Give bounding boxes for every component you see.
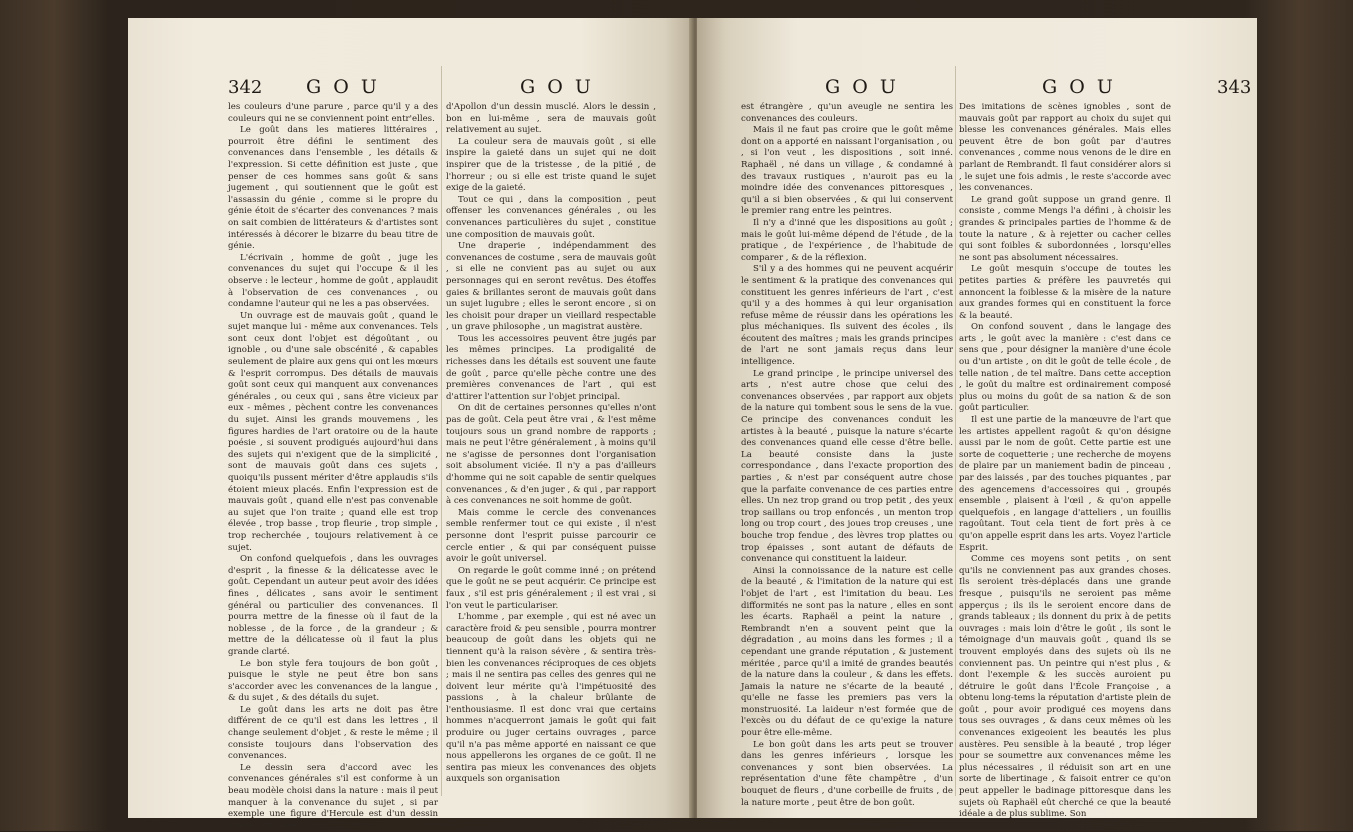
paragraph: Le bon goût dans les arts peut se trouver dans les genres inférieurs , lorsque les convenances y sont bien observées. La représentation d'une fête champêtre , d'un bouquet de fleurs , d'une corbeille de fruits , de la nature morte , peut être de bon goût. — [741, 739, 953, 808]
right-page-column-1 — [741, 102, 953, 808]
paragraph: Le goût dans les matieres littéraires , pourroit être défini le sentiment des convenances dans l'ensemble , les détails & l'expression. Si cette définition est juste , que penser de ces hommes sans goût & sans jugement , qui soutiennent que le goût est l'assassin du génie , comme si le propre du génie étoit de s'écarter des convenances ? mais on sait combien de littérateurs & d'artistes sont intéressés à décorer le bizarre du beau titre de génie. — [228, 125, 438, 252]
left-page — [128, 18, 693, 831]
left-page-column-1 — [228, 102, 438, 831]
paragraph: Mais il ne faut pas croire que le goût même dont on a apporté en naissant l'organisation , ou , si l'on veut , les dispositions , soit inné. Raphaël , né dans un village , & condamné à des travaux rustiques , n'auroit pas eu la moindre idée des convenances pittoresques , qu'il a si bien observées , & qui lui conservent le premier rang entre les peintres. — [741, 125, 953, 217]
paragraph: Le bon style fera toujours de bon goût , puisque le style ne peut être bon sans s'accorder avec les convenances de la langue , & du sujet , & des détails du sujet. — [228, 658, 438, 704]
paragraph: Le dessin sera d'accord avec les convenances générales s'il est conforme à un beau modèle choisi dans la nature : mais il peut manquer à la convenance du sujet , si par exemple une figure d'Hercule est d'un dessin svelte , ou celle — [228, 762, 438, 831]
paragraph: les couleurs d'une parure , parce qu'il y a des couleurs qui ne se conviennent point entr'elles. — [228, 102, 438, 124]
paragraph: d'Apollon d'un dessin musclé. Alors le dessin , bon en lui-même , sera de mauvais goût relativement au sujet. — [446, 102, 656, 136]
paragraph: Tout ce qui , dans la composition , peut offenser les convenances générales , ou les convenances particulières du sujet , constitue une composition de mauvais goût. — [446, 194, 656, 240]
column-divider — [955, 66, 956, 796]
paragraph: Ainsi la connoissance de la nature est celle de la beauté , & l'imitation de la nature qui est l'objet de l'art , est l'imitation du beau. Les difformités ne sont pas la nature , elles en sont les écarts. Raphaël a peint la nature , Rembrandt n'en a souvent peint que la dégradation , au moins dans les formes ; il a cependant une grande réputation , & justement méritée , parce qu'il a imité de grandes beautés de la nature dans la couleur , & dans les effets. Jamais la nature ne s'écarte de la beauté , qu'elle ne fasse les premiers pas vers la monstruosité. La laideur n'est formée que de l'excès ou du défaut de ce qu'exige la nature pour être elle-même. — [741, 565, 953, 739]
paragraph: On confond quelquefois , dans les ouvrages d'esprit , la finesse & la délicatesse avec le goût. Cependant un auteur peut avoir des idées fines , délicates , sans avoir le sentiment général ou particulier des convenances. Il pourra mettre de la finesse où il faut de la noblesse , de la force , de la grandeur ; & mettre de la délicatesse où il faut la plus grande clarté. — [228, 554, 438, 657]
paragraph: Le grand goût suppose un grand genre. Il consiste , comme Mengs l'a défini , à choisir les grandes & principales parties de l'homme & de toute la nature , & à rejetter ou cacher celles qui sont foibles & subordonnées , lorsqu'elles ne sont pas absolument nécessaires. — [959, 194, 1171, 263]
paragraph: L'écrivain , homme de goût , juge les convenances du sujet qui l'occupe & il les observe : le lecteur , homme de goût , applaudit à l'observation de ces convenances , ou condamne l'auteur qui ne les a pas observées. — [228, 252, 438, 310]
paragraph: est étrangère , qu'un aveugle ne sentira les convenances des couleurs. — [741, 102, 953, 124]
right-page-column-2 — [959, 102, 1171, 820]
paragraph: On dit de certaines personnes qu'elles n'ont pas de goût. Cela peut être vrai , & l'est même toujours sous un grand nombre de rapports ; mais ne peut l'être généralement , à moins qu'il ne s'agisse de personnes dont l'organisation soit absolument viciée. Il n'y a pas d'ailleurs d'homme qui ne soit capable de sentir quelques convenances , & d'en juger , & qui , par rapport à ces convenances ne soit homme de goût. — [446, 403, 656, 507]
paragraph: On regarde le goût comme inné ; on prétend que le goût ne se peut acquérir. Ce principe est faux , s'il est pris généralement ; il est vrai , si l'on veut le particulariser. — [446, 565, 656, 611]
paragraph: S'il y a des hommes qui ne peuvent acquérir le sentiment & la pratique des convenances qui constituent les genres inférieurs de l'art , c'est qu'il y a des hommes à qui leur organisation refuse même de réussir dans les opérations les plus méchaniques. Ils suivent des écoles , ils écoutent des maîtres ; mais les grands principes de l'art ne sont jamais reçus dans leur intelligence. — [741, 264, 953, 368]
left-page-column-2 — [446, 102, 656, 802]
paragraph: Il n'y a d'inné que les dispositions au goût ; mais le goût lui-même dépend de l'étude , de la pratique , de l'expérience , de l'habitude de comparer , & de la réflexion. — [741, 217, 953, 263]
paragraph: Tous les accessoires peuvent être jugés par les mêmes principes. La prodigalité de richesses dans les détails est souvent une faute de goût , parce qu'elle pèche contre une des premières convenances de l'art , qui est d'attirer l'attention sur l'objet principal. — [446, 333, 656, 402]
right-page-number: 343 — [1217, 77, 1252, 98]
paragraph: Le grand principe , le principe universel des arts , n'est autre chose que celui des convenances observées , par rapport aux objets de la nature qui tombent sous le sens de la vue. Ce principe des convenances conduit les artistes à la beauté , puisque la nature s'écarte des convenances quand elle cesse d'être belle. La beauté consiste dans la juste correspondance , dans l'exacte proportion des parties , & n'est par conséquent autre chose que la parfaite convenance de ces parties entre elles. Un nez trop grand ou trop petit , des yeux trop saillans ou trop enfoncés , un menton trop long ou trop court , des joues trop creuses , une bouche trop fendue , des lèvres trop plattes ou trop épaisses , sont autant de défauts de convenance qui constituent la laideur. — [741, 368, 953, 565]
left-page-number: 342 — [228, 77, 263, 98]
paragraph: Le goût mesquin s'occupe de toutes les petites parties & préfère les pauvretés qui annoncent la foiblesse & la misère de la nature aux grandes formes qui en constituent la force & la beauté. — [959, 264, 1171, 321]
right-page-running-head-2: G O U — [1042, 76, 1116, 98]
right-page-running-head-1: G O U — [825, 76, 899, 98]
paragraph: On confond souvent , dans le langage des arts , le goût avec la manière : c'est dans ce sens que , pour désigner la manière d'une école ou d'un artiste , on dit le goût de telle école , de telle nation , de tel maître. Dans cette acception , le goût du maître est ordinairement composé plus ou moins du goût de sa nation & de son goût particulier. — [959, 322, 1171, 414]
paragraph: La couleur sera de mauvais goût , si elle inspire la gaieté dans un sujet qui ne doit inspirer que de la tristesse , de la pitié , de l'horreur ; ou si elle est triste quand le sujet exige de la gaieté. — [446, 136, 656, 194]
paragraph: Une draperie , indépendamment des convenances de costume , sera de mauvais goût , si elle ne convient pas au sujet ou aux personnages qui en seront revêtus. Des étoffes gaies & brillantes seront de mauvais goût dans un sujet lugubre ; elles le seront encore , si on les choisit pour draper un vieillard respectable , un grave philosophe , un magistrat austère. — [446, 241, 656, 333]
column-divider — [441, 66, 442, 796]
paragraph: L'homme , par exemple , qui est né avec un caractère froid & peu sensible , pourra montrer beaucoup de goût dans les objets qui ne tiennent qu'à la raison sévère , & sentira très-bien les convenances réciproques de ces objets ; mais il ne sentira pas celles des genres qui ne doivent leur mérite qu'à l'impétuosité des passions , à la chaleur brûlante de l'enthousiasme. Il est donc vrai que certains hommes n'acquerront jamais le goût qui fait produire ou juger certains ouvrages , parce qu'il n'a pas même apporté en naissant ce que nous appellerons les organes de ce goût. Il ne sentira pas mieux les convenances des objets auxquels son organisation — [446, 612, 656, 785]
paragraph: Il est une partie de la manœuvre de l'art que les artistes appellent ragoût & qu'on désigne aussi par le nom de goût. Cette partie est une sorte de coquetterie ; une recherche de moyens de plaire par un maniement badin de pinceau , par des laissés , par des touches piquantes , par des agencemens d'accessoires qui , groupés ensemble , plaisent à l'œil , & qu'on appelle quelquefois , en langage d'atteliers , un fouillis ragoûtant. Tout cela tient de fort près à ce qu'on appelle esprit dans les arts. Voyez l'article Esprit. — [959, 415, 1171, 553]
left-page-running-head-1: G O U — [306, 76, 380, 98]
paragraph: Le goût dans les arts ne doit pas être différent de ce qu'il est dans les lettres , il change seulement d'objet , & reste le même ; il consiste toujours dans l'observation des convenances. — [228, 704, 438, 762]
paragraph: Un ouvrage est de mauvais goût , quand le sujet manque lui - même aux convenances. Tels sont ceux dont l'objet est dégoûtant , ou ignoble , ou d'une sale obscénité , & capables seulement de plaire aux gens qui ont les mœurs & l'esprit corrompus. Des détails de mauvais goût sont ceux qui manquent aux convenances générales , ou ceux qui , sans être vicieux par eux - mêmes , pèchent contre les convenances du sujet. Ainsi les grands mouvemens , les figures hardies de l'art oratoire ou de la haute poésie , si souvent prodigués aujourd'hui dans des sujets qui n'exigent que de la simplicité , sont de mauvais goût dans ces sujets , quoiqu'ils pussent mériter d'être applaudis s'ils étoient mieux placés. Enfin l'expression est de mauvais goût , quand elle n'est pas convenable au sujet que l'on traite ; quand elle est trop élevée , trop basse , trop fleurie , trop simple , trop recherchée , toujours relativement à ce sujet. — [228, 310, 438, 553]
paragraph: Des imitations de scènes ignobles , sont de mauvais goût par rapport au choix du sujet qui blesse les convenances générales. Mais elles peuvent être de bon goût par d'autres convenances , comme nous venons de le dire en parlant de Rembrandt. Il faut considérer alors si , le sujet une fois admis , le reste s'accorde avec les convenances. — [959, 102, 1171, 194]
right-page — [697, 18, 1257, 818]
paragraph: Mais comme le cercle des convenances semble renfermer tout ce qui existe , il n'est personne dont l'esprit puisse parcourir ce cercle entier , & qui par conséquent puisse avoir le goût universel. — [446, 507, 656, 565]
left-page-running-head-2: G O U — [520, 76, 594, 98]
paragraph: Comme ces moyens sont petits , on sent qu'ils ne conviennent pas aux grandes choses. Ils seroient très-déplacés dans une grande fresque , puisqu'ils ne seroient pas même apperçus ; ils ils le seroient encore dans de grands tableaux ; ils donnent du prix à de petits ouvrages : mais loin d'être le goût , ils sont le témoignage d'un mauvais goût , quand ils se trouvent employés dans des sujets où ils ne conviennent pas. Un peintre qui n'est plus , & dont l'exemple & les succès auroient pu détruire le goût dans l'École Françoise , a obtenu long-tems la réputation d'artiste plein de goût , pour avoir prodigué ces moyens dans tous ses ouvrages , & dans ceux mêmes où les convenances exigeoient les beautés les plus austères. Peu sensible à la beauté , trop léger pour se soumettre aux convenances même les plus nécessaires , il réduisit son art en une sorte de libertinage , & faisoit entrer ce qu'on peut appeller le badinage pittoresque dans les sujets où Raphaël eût cherché ce que la beauté idéale a de plus sublime. Son — [959, 554, 1171, 820]
